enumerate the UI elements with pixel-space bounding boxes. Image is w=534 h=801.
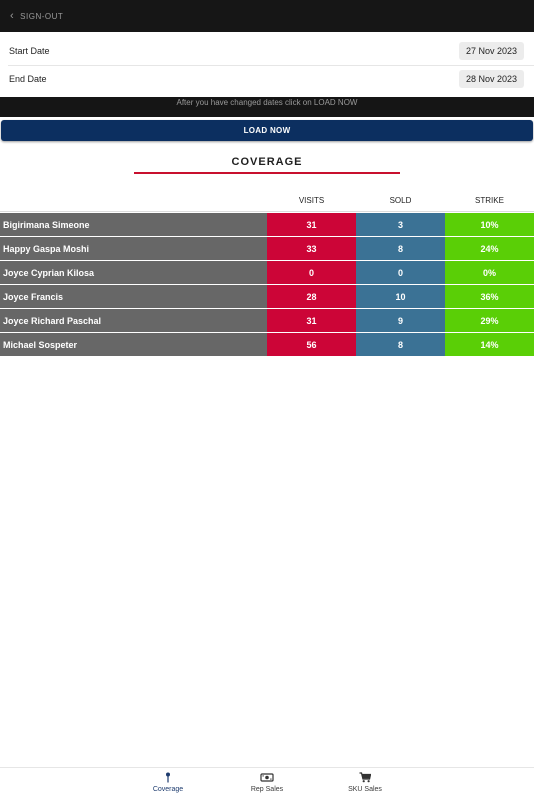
visits-cell: 31 bbox=[267, 309, 356, 332]
table-row[interactable] bbox=[0, 309, 534, 332]
sold-cell: 3 bbox=[356, 213, 445, 236]
table-row[interactable] bbox=[0, 213, 534, 236]
top-bar bbox=[0, 0, 534, 32]
title-underline bbox=[134, 172, 400, 174]
cart-icon bbox=[359, 772, 371, 783]
strike-cell: 29% bbox=[445, 309, 534, 332]
nav-item-rep-sales[interactable] bbox=[217, 772, 317, 793]
hint-bar bbox=[0, 97, 534, 117]
header-divider bbox=[0, 211, 534, 212]
visits-cell: 0 bbox=[267, 261, 356, 284]
end-date-row bbox=[0, 65, 534, 93]
column-header-sold: SOLD bbox=[389, 196, 412, 205]
table-row[interactable] bbox=[0, 285, 534, 308]
rep-name: Joyce Francis bbox=[0, 285, 267, 308]
strike-cell: 14% bbox=[445, 333, 534, 356]
start-date-picker[interactable]: 27 Nov 2023 bbox=[459, 42, 524, 60]
sold-cell: 0 bbox=[356, 261, 445, 284]
visits-cell: 56 bbox=[267, 333, 356, 356]
nav-label-sku-sales: SKU Sales bbox=[348, 786, 382, 793]
table-row[interactable] bbox=[0, 333, 534, 356]
end-date-picker[interactable]: 28 Nov 2023 bbox=[459, 70, 524, 88]
sold-cell: 8 bbox=[356, 237, 445, 260]
hint-text: After you have changed dates click on LOAD NOW bbox=[176, 98, 358, 107]
coverage-table bbox=[0, 213, 534, 357]
rep-name: Joyce Cyprian Kilosa bbox=[0, 261, 267, 284]
strike-cell: 10% bbox=[445, 213, 534, 236]
column-header-visits: VISITS bbox=[298, 196, 325, 205]
sold-cell: 9 bbox=[356, 309, 445, 332]
nav-item-coverage[interactable] bbox=[118, 772, 218, 793]
visits-cell: 28 bbox=[267, 285, 356, 308]
strike-cell: 0% bbox=[445, 261, 534, 284]
table-row[interactable] bbox=[0, 237, 534, 260]
rep-name: Bigirimana Simeone bbox=[0, 213, 267, 236]
rep-name: Joyce Richard Paschal bbox=[0, 309, 267, 332]
rep-name: Happy Gaspa Moshi bbox=[0, 237, 267, 260]
table-row[interactable] bbox=[0, 261, 534, 284]
strike-cell: 36% bbox=[445, 285, 534, 308]
start-date-label: Start Date bbox=[9, 46, 50, 56]
sold-cell: 8 bbox=[356, 333, 445, 356]
rep-name: Michael Sospeter bbox=[0, 333, 267, 356]
section-title: COVERAGE bbox=[231, 156, 303, 168]
start-date-row bbox=[0, 37, 534, 65]
load-now-button[interactable]: LOAD NOW bbox=[1, 120, 533, 141]
money-icon bbox=[260, 772, 274, 783]
sign-out-label: SIGN-OUT bbox=[20, 11, 64, 21]
visits-cell: 31 bbox=[267, 213, 356, 236]
sign-out-button[interactable] bbox=[10, 10, 63, 22]
chevron-left-icon: ‹ bbox=[10, 10, 15, 22]
sold-cell: 10 bbox=[356, 285, 445, 308]
strike-cell: 24% bbox=[445, 237, 534, 260]
bottom-nav bbox=[0, 767, 534, 801]
column-header-strike: STRIKE bbox=[475, 196, 504, 205]
end-date-label: End Date bbox=[9, 74, 47, 84]
visits-cell: 33 bbox=[267, 237, 356, 260]
nav-label-coverage: Coverage bbox=[152, 786, 184, 793]
map-pin-icon bbox=[163, 772, 173, 783]
nav-label-rep-sales: Rep Sales bbox=[250, 786, 284, 793]
nav-item-sku-sales[interactable] bbox=[315, 772, 415, 793]
